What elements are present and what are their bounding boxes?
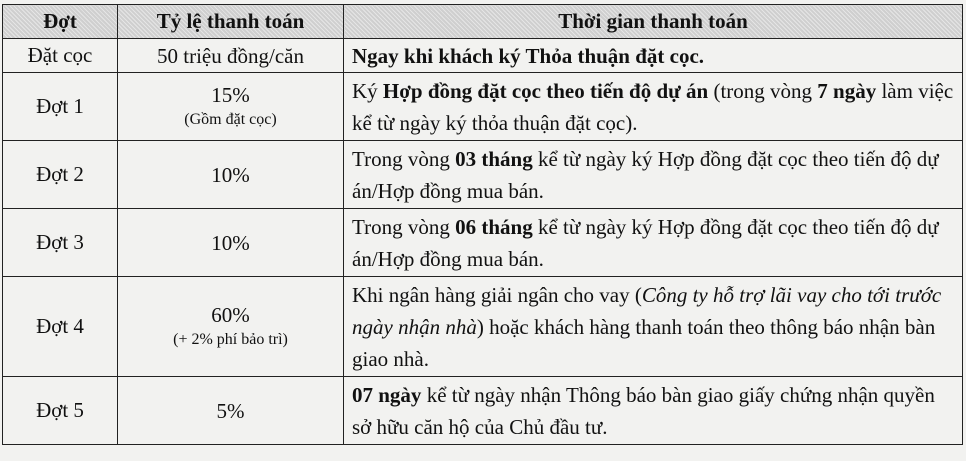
header-period: Đợt [3, 5, 118, 39]
cell-period: Đặt cọc [3, 39, 118, 73]
cell-time [344, 377, 963, 445]
cell-time [344, 209, 963, 277]
time-text: kể từ ngày ký Hợp đồng đặt cọc theo tiến độ dự án/Hợp đồng mua bán. [352, 214, 939, 271]
cell-rate [118, 209, 344, 277]
cell-time [344, 39, 963, 73]
rate-value: 10% [211, 162, 250, 187]
time-bold: 07 ngày [352, 382, 422, 407]
table-row-deposit [3, 39, 963, 73]
cell-period: Đợt 2 [3, 141, 118, 209]
time-text: kể từ ngày ký Hợp đồng đặt cọc theo tiến độ dự án/Hợp đồng mua bán. [352, 146, 939, 203]
cell-rate [118, 73, 344, 141]
time-bold: Hợp đồng đặt cọc theo tiến độ dự án [382, 78, 709, 103]
time-text: kể từ ngày nhận Thông báo bàn giao giấy chứng nhận quyền sở hữu căn hộ của Chủ đầu tư. [352, 382, 935, 439]
table-row-installment-4 [3, 277, 963, 377]
header-rate: Tỷ lệ thanh toán [118, 5, 344, 39]
time-text: làm việc kể từ ngày ký thỏa thuận đặt cọc). [352, 78, 954, 135]
cell-period: Đợt 4 [3, 277, 118, 377]
time-italic: Công ty hỗ trợ lãi vay cho tới trước ngày nhận nhà [352, 282, 942, 339]
payment-schedule-table [2, 4, 963, 445]
cell-rate [118, 277, 344, 377]
cell-rate [118, 377, 344, 445]
table-row-installment-3 [3, 209, 963, 277]
cell-rate [118, 141, 344, 209]
time-text: Trong vòng [352, 146, 456, 171]
time-bold: Ngay khi khách ký Thỏa thuận đặt cọc. [352, 43, 705, 68]
cell-period: Đợt 3 [3, 209, 118, 277]
table-header-row [3, 5, 963, 39]
rate-note: (Gồm đặt cọc) [184, 110, 277, 128]
cell-time [344, 73, 963, 141]
time-text: Trong vòng [352, 214, 456, 239]
cell-rate [118, 39, 344, 73]
time-text: ) hoặc khách hàng thanh toán theo thông báo nhận bàn giao nhà. [352, 314, 936, 371]
header-time: Thời gian thanh toán [344, 5, 963, 39]
time-text: Ký [352, 78, 383, 103]
rate-value: 10% [211, 230, 250, 255]
time-text: (trong vòng [708, 78, 818, 103]
table-row-installment-2 [3, 141, 963, 209]
time-bold: 06 tháng [455, 214, 533, 239]
rate-value: 60% [211, 302, 250, 327]
table-row-installment-1 [3, 73, 963, 141]
rate-value: 15% [211, 82, 250, 107]
cell-period: Đợt 1 [3, 73, 118, 141]
time-bold: 7 ngày [817, 78, 877, 103]
time-text: Khi ngân hàng giải ngân cho vay ( [352, 282, 642, 307]
rate-note: (+ 2% phí bảo trì) [173, 330, 288, 348]
rate-value: 5% [216, 398, 245, 423]
cell-time [344, 141, 963, 209]
time-bold: 03 tháng [455, 146, 533, 171]
cell-time [344, 277, 963, 377]
table-row-installment-5 [3, 377, 963, 445]
rate-value: 50 triệu đồng/căn [157, 43, 304, 68]
cell-period: Đợt 5 [3, 377, 118, 445]
